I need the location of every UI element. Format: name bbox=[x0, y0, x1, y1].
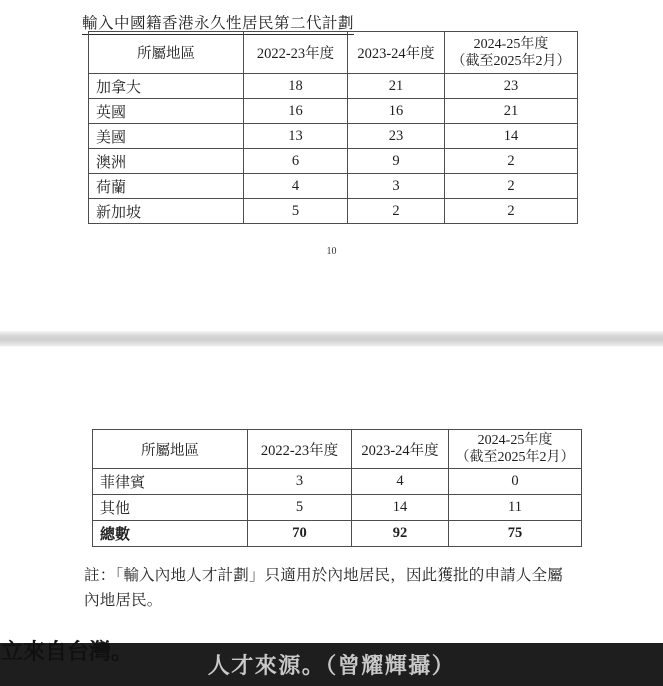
region-cell: 澳洲 bbox=[89, 149, 244, 174]
region-cell: 菲律賓 bbox=[93, 469, 248, 495]
value-cell: 23 bbox=[445, 74, 578, 99]
table-row bbox=[93, 469, 582, 495]
header-cell-2023-24: 2023-24年度 bbox=[352, 430, 449, 469]
value-cell: 3 bbox=[248, 469, 352, 495]
region-cell: 英國 bbox=[89, 99, 244, 124]
page-separator bbox=[0, 331, 663, 347]
region-cell: 加拿大 bbox=[89, 74, 244, 99]
value-cell: 4 bbox=[352, 469, 449, 495]
value-cell: 3 bbox=[348, 174, 445, 199]
table-header-row bbox=[93, 430, 582, 469]
table-row bbox=[89, 174, 578, 199]
header-cell-2023-24: 2023-24年度 bbox=[348, 32, 445, 74]
header-asof-line: （截至2025年2月） bbox=[455, 450, 575, 465]
table-header-row bbox=[89, 32, 578, 74]
header-cell-2022-23: 2022-23年度 bbox=[248, 430, 352, 469]
table-row bbox=[89, 199, 578, 224]
header-year-line: 2024-25年度 bbox=[477, 433, 553, 448]
table-row bbox=[89, 99, 578, 124]
footnote: 註：「輸入內地人才計劃」只適用於內地居民，因此獲批的申請人全屬內地居民。 bbox=[84, 567, 563, 609]
value-cell: 23 bbox=[348, 124, 445, 149]
photo-caption: 人才來源。（曾耀輝攝） bbox=[207, 653, 456, 678]
table-row bbox=[89, 149, 578, 174]
header-cell-2022-23: 2022-23年度 bbox=[244, 32, 348, 74]
header-cell-region: 所屬地區 bbox=[93, 430, 248, 469]
value-cell: 13 bbox=[244, 124, 348, 149]
value-cell: 18 bbox=[244, 74, 348, 99]
region-cell: 總數 bbox=[93, 521, 248, 547]
table-row bbox=[89, 74, 578, 99]
value-cell: 14 bbox=[352, 495, 449, 521]
value-cell: 4 bbox=[244, 174, 348, 199]
value-cell: 6 bbox=[244, 149, 348, 174]
admission-scheme-table-page1 bbox=[88, 31, 578, 224]
value-cell: 0 bbox=[449, 469, 582, 495]
table-row bbox=[93, 495, 582, 521]
region-cell: 美國 bbox=[89, 124, 244, 149]
region-cell: 荷蘭 bbox=[89, 174, 244, 199]
value-cell: 9 bbox=[348, 149, 445, 174]
value-cell: 5 bbox=[248, 495, 352, 521]
value-cell: 11 bbox=[449, 495, 582, 521]
value-cell: 21 bbox=[445, 99, 578, 124]
value-cell: 92 bbox=[352, 521, 449, 547]
header-cell-2024-25 bbox=[445, 32, 578, 74]
admission-scheme-table-page2 bbox=[92, 429, 582, 547]
value-cell: 21 bbox=[348, 74, 445, 99]
header-cell-region: 所屬地區 bbox=[89, 32, 244, 74]
region-cell: 新加坡 bbox=[89, 199, 244, 224]
table-total-row bbox=[93, 521, 582, 547]
table-row bbox=[89, 124, 578, 149]
value-cell: 5 bbox=[244, 199, 348, 224]
value-cell: 70 bbox=[248, 521, 352, 547]
value-cell: 75 bbox=[449, 521, 582, 547]
header-asof-line: （截至2025年2月） bbox=[451, 53, 571, 69]
photo-caption-bar bbox=[0, 643, 663, 686]
value-cell: 2 bbox=[445, 149, 578, 174]
page-number: 10 bbox=[326, 246, 337, 257]
value-cell: 2 bbox=[348, 199, 445, 224]
value-cell: 16 bbox=[348, 99, 445, 124]
document-title: 輸入中國籍香港永久性居民第二代計劃 bbox=[82, 11, 354, 35]
value-cell: 14 bbox=[445, 124, 578, 149]
value-cell: 16 bbox=[244, 99, 348, 124]
value-cell: 2 bbox=[445, 199, 578, 224]
header-year-line: 2024-25年度 bbox=[473, 36, 549, 52]
region-cell: 其他 bbox=[93, 495, 248, 521]
value-cell: 2 bbox=[445, 174, 578, 199]
header-cell-2024-25 bbox=[449, 430, 582, 469]
